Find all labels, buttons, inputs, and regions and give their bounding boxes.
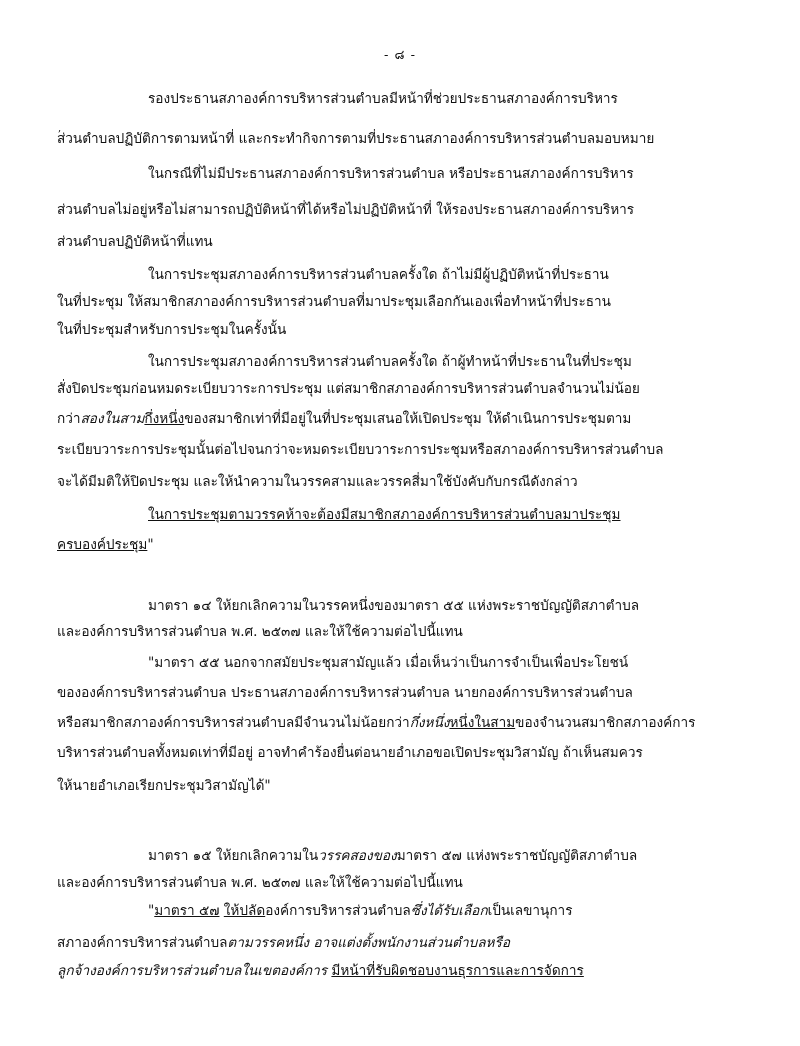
text-segment: มาตรา ๑๔ ให้ยกเลิกความในวรรคหนึ่งของมาตรา ๕๕ แห่งพระราชบัญญัติสภาตำบล [148,598,640,614]
text-segment: สั่งปิดประชุมก่อนหมดระเบียบวาระการประชุม แต่สมาชิกสภาองค์การบริหารส่วนตำบลจำนวนไม่น้อย [57,381,640,397]
text-segment: กึ่งหนึ่ง [409,715,450,731]
text-line [57,962,584,980]
text-line [57,874,463,892]
text-segment: "มาตรา ๕๕ นอกจากสมัยประชุมสามัญแล้ว เมื่อเห็นว่าเป็นการจำเป็นเพื่อประโยชน์ [148,655,629,671]
text-line [57,410,631,428]
page-number: - ๘ - [383,48,417,63]
text-segment: สภาองค์การบริหารส่วนตำบล [57,935,228,951]
text-line [148,90,618,108]
text-line [57,684,633,702]
text-line [148,353,632,371]
text-segment: หนึ่งในสาม [449,715,516,731]
text-line [57,744,643,762]
text-segment: ให้นายอำเภอเรียกประชุมวิสามัญได้" [57,778,271,794]
text-segment: ในที่ประชุม ให้สมาชิกสภาองค์การบริหารส่วนตำบลที่มาประชุมเลือกกันเองเพื่อทำหน้าที่ประธาน [57,294,611,310]
text-segment: ส่วนตำบลปฏิบัติการตามหน้าที่ และกระทำกิจการตามที่ประธานสภาองค์การบริหารส่วนตำบลมอบหมาย [57,131,655,147]
text-segment: วรรคสองของ [318,848,397,864]
text-line [148,654,628,672]
text-line [57,623,463,641]
text-line [57,293,611,311]
text-line [57,380,640,398]
text-line [57,714,695,732]
text-line [57,321,286,339]
text-segment: ในกรณีที่ไม่มีประธานสภาองค์การบริหารส่วนตำบล หรือประธานสภาองค์การบริหาร [148,166,634,182]
text-line [57,201,634,219]
text-segment: จะได้มีมติให้ปิดประชุม และให้นำความในวรรคสามและวรรคสี่มาใช้บังคับกับกรณีดังกล่าว [57,474,578,490]
text-line [57,473,578,491]
text-segment: องค์การบริหารส่วนตำบล [265,903,411,919]
text-segment: มาตรา ๕๗ [154,903,220,919]
text-segment: ส่วนตำบลไม่อยู่หรือไม่สามารถปฏิบัติหน้าที่ได้หรือไม่ปฏิบัติหน้าที่ ให้รองประธานสภาองค์การบริหาร [57,202,635,218]
text-segment: บริหารส่วนตำบลทั้งหมดเท่าที่มีอยู่ อาจทำคำร้องยื่นต่อนายอำเภอขอเปิดประชุมวิสามัญ ถ้าเห็นสมควร [57,745,643,761]
text-line [57,934,510,952]
text-segment: ครบองค์ประชุม [57,537,148,553]
text-line [148,165,634,183]
text-segment: กว่า [57,411,81,427]
text-segment: กึ่งหนึ่ง [144,411,185,427]
text-segment: " [147,537,154,553]
text-line [57,233,213,251]
text-segment: และองค์การบริหารส่วนตำบล พ.ศ. ๒๕๓๗ และให้ใช้ความต่อไปนี้แทน [57,875,463,891]
text-segment: มีหน้าที่รับผิดชอบงานธุรการและการจัดการ [331,963,584,979]
text-segment: อาจแต่งตั้งพนักงานส่วนตำบลหรือ [313,935,510,951]
text-segment: และองค์การบริหารส่วนตำบล พ.ศ. ๒๕๓๗ และให้ใช้ความต่อไปนี้แทน [57,624,463,640]
text-segment: " [148,903,155,919]
margin-mark: , [58,123,62,134]
text-line [148,266,609,284]
text-segment: ในที่ประชุมสำหรับการประชุมในครั้งนั้น [57,322,287,338]
text-segment: มาตรา ๑๕ ให้ยกเลิกความใน [148,848,319,864]
text-line [148,847,637,865]
text-segment: ขององค์การบริหารส่วนตำบล ประธานสภาองค์การบริหารส่วนตำบล นายกองค์การบริหารส่วนตำบล [57,685,633,701]
text-line [57,777,271,795]
text-line [57,130,654,148]
text-segment: ลูกจ้างองค์การบริหารส่วนตำบลในเขตองค์การ [57,963,328,979]
text-segment: รองประธานสภาองค์การบริหารส่วนตำบลมีหน้าที่ช่วยประธานสภาองค์การบริหาร [148,91,618,107]
text-segment: ในการประชุมตามวรรคห้าจะต้องมีสมาชิกสภาองค์การบริหารส่วนตำบลมาประชุม [148,507,621,523]
text-segment: ระเบียบวาระการประชุมนั้นต่อไปจนกว่าจะหมดระเบียบวาระการประชุมหรือสภาองค์การบริหารส่วนตำบล [57,442,664,458]
text-line [148,902,573,920]
text-segment: มาตรา ๕๗ แห่งพระราชบัญญัติสภาตำบล [396,848,638,864]
text-line [57,536,154,554]
text-segment: ส่วนตำบลปฏิบัติหน้าที่แทน [57,234,213,250]
text-segment: ของสมาชิกเท่าที่มีอยู่ในที่ประชุมเสนอให้เปิดประชุม ให้ดำเนินการประชุมตาม [184,411,632,427]
text-line [148,506,621,524]
text-segment: หรือสมาชิกสภาองค์การบริหารส่วนตำบลมีจำนวนไม่น้อยกว่า [57,715,410,731]
text-segment: ในการประชุมสภาองค์การบริหารส่วนตำบลครั้งใด ถ้าไม่มีผู้ปฏิบัติหน้าที่ประธาน [148,267,609,283]
text-segment: ให้ปลัด [223,903,266,919]
text-line [148,597,639,615]
text-segment: ซึ่งได้รับเลือก [410,903,488,919]
text-segment: ในการประชุมสภาองค์การบริหารส่วนตำบลครั้งใด ถ้าผู้ทำหน้าที่ประธานในที่ประชุม [148,354,632,370]
text-segment: ของจำนวนสมาชิกสภาองค์การ [515,715,696,731]
text-segment: สองในสาม [80,411,145,427]
text-line [57,441,664,459]
text-segment: ตามวรรคหนึ่ง [227,935,310,951]
text-segment: เป็นเลขานุการ [487,903,573,919]
